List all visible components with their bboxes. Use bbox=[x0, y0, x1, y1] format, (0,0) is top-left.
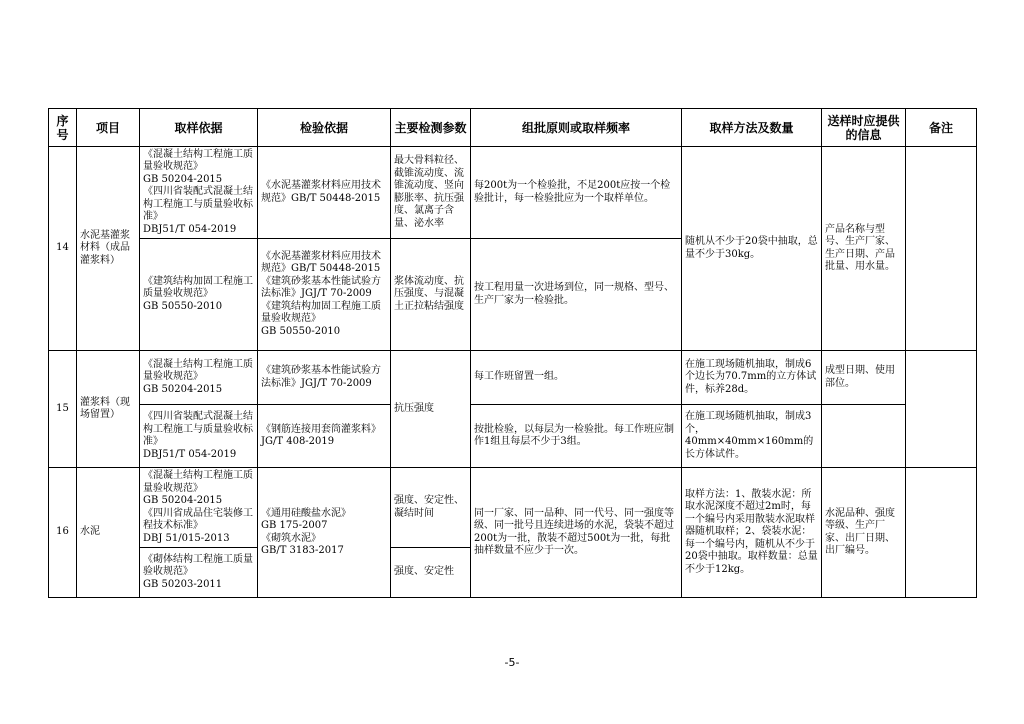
header-info: 送样时应提供的信息 bbox=[822, 109, 906, 147]
row-14a-params: 最大骨料粒径、截锥流动度、流锥流动度、竖向膨胀率、抗压强度、氯离子含量、泌水率 bbox=[391, 147, 471, 239]
header-params: 主要检测参数 bbox=[391, 109, 471, 147]
row-14a-sampling: 《混凝土结构工程施工质量验收规范》 GB 50204-2015 《四川省装配式混凝土结构工程施工与质量验收标准》 DBJ51/T 054-2019 bbox=[140, 147, 258, 239]
header-seq: 序号 bbox=[49, 109, 77, 147]
row-15a-batch: 每工作班留置一组。 bbox=[471, 351, 682, 405]
row-15a-sampling: 《混凝土结构工程施工质量验收规范》 GB 50204-2015 bbox=[140, 351, 258, 405]
header-remark: 备注 bbox=[906, 109, 977, 147]
row-15a-method: 在施工现场随机抽取，制成6个边长为70.7mm的立方体试件，标养28d。 bbox=[682, 351, 822, 405]
row-15a-info: 成型日期、使用部位。 bbox=[822, 351, 906, 405]
header-item: 项目 bbox=[77, 109, 140, 147]
row-16-inspection: 《通用硅酸盐水泥》 GB 175-2007 《砌筑水泥》 GB/T 3183-2017 bbox=[258, 468, 391, 598]
row-16a-params: 强度、安定性、凝结时间 bbox=[391, 468, 471, 548]
row-15-params: 抗压强度 bbox=[391, 351, 471, 468]
row-16-info: 水泥品种、强度等级、生产厂家、出厂日期、出厂编号。 bbox=[822, 468, 906, 598]
table-row bbox=[49, 351, 977, 405]
row-16b-params: 强度、安定性 bbox=[391, 548, 471, 598]
row-16-batch: 同一厂家、同一品种、同一代号、同一强度等级、同一批号且连续进场的水泥，袋装不超过200t为一批，散装不超过500t为一批，每批抽样数量不应少于一次。 bbox=[471, 468, 682, 598]
row-15b-sampling: 《四川省装配式混凝土结构工程施工与质量验收标准》 DBJ51/T 054-2019 bbox=[140, 405, 258, 468]
header-row bbox=[49, 109, 977, 147]
inspection-spec-table bbox=[48, 108, 977, 598]
header-batch: 组批原则或取样频率 bbox=[471, 109, 682, 147]
row-16b-sampling: 《砌体结构工程施工质量验收规范》 GB 50203-2011 bbox=[140, 548, 258, 598]
row-16a-sampling: 《混凝土结构工程施工质量验收规范》 GB 50204-2015 《四川省成品住宅装修工程技术标准》 DBJ 51/015-2013 bbox=[140, 468, 258, 548]
table-row bbox=[49, 405, 977, 468]
row-14a-inspection: 《水泥基灌浆材料应用技术规范》GB/T 50448-2015 bbox=[258, 147, 391, 239]
row-14b-sampling: 《建筑结构加固工程施工质量验收规范》 GB 50550-2010 bbox=[140, 239, 258, 351]
row-15-remark bbox=[906, 351, 977, 468]
row-16-item: 水泥 bbox=[77, 468, 140, 598]
row-15-seq: 15 bbox=[49, 351, 77, 468]
row-15b-inspection: 《钢筋连接用套筒灌浆料》 JG/T 408-2019 bbox=[258, 405, 391, 468]
header-method: 取样方法及数量 bbox=[682, 109, 822, 147]
row-14-seq: 14 bbox=[49, 147, 77, 351]
row-15b-method: 在施工现场随机抽取，制成3个， 40mm×40mm×160mm的长方体试件。 bbox=[682, 405, 822, 468]
row-14-info: 产品名称与型号、生产厂家、生产日期、产品批量、用水量。 bbox=[822, 147, 906, 351]
row-14-item: 水泥基灌浆材料（成品灌浆料） bbox=[77, 147, 140, 351]
page-number: -5- bbox=[504, 656, 520, 669]
row-16-seq: 16 bbox=[49, 468, 77, 598]
row-15-item: 灌浆料（现场留置） bbox=[77, 351, 140, 468]
header-inspection-basis: 检验依据 bbox=[258, 109, 391, 147]
row-15b-batch: 按批检验，以每层为一检验批。每工作班应制作1组且每层不少于3组。 bbox=[471, 405, 682, 468]
row-14-method: 随机从不少于20袋中抽取，总量不少于30kg。 bbox=[682, 147, 822, 351]
row-16-method: 取样方法：1、散装水泥：所取水泥深度不超过2m时，每一个编号内采用散装水泥取样器随机取样；2、袋装水泥：每一个编号内，随机从不少于20袋中抽取。取样数量：总量不少于12kg。 bbox=[682, 468, 822, 598]
row-14-remark bbox=[906, 147, 977, 351]
row-14b-params: 浆体流动度、抗压强度、与混凝土正拉粘结强度 bbox=[391, 239, 471, 351]
table-row bbox=[49, 468, 977, 548]
row-14a-batch: 每200t为一个检验批，不足200t应按一个检验批计，每一检验批应为一个取样单位。 bbox=[471, 147, 682, 239]
header-sampling-basis: 取样依据 bbox=[140, 109, 258, 147]
row-14b-inspection: 《水泥基灌浆材料应用技术规范》GB/T 50448-2015 《建筑砂浆基本性能试验方法标准》JGJ/T 70-2009 《建筑结构加固工程施工质量验收规范》 GB 50550-2010 bbox=[258, 239, 391, 351]
table-row bbox=[49, 147, 977, 239]
row-15b-info bbox=[822, 405, 906, 468]
row-16-remark bbox=[906, 468, 977, 598]
row-15a-inspection: 《建筑砂浆基本性能试验方法标准》JGJ/T 70-2009 bbox=[258, 351, 391, 405]
row-14b-batch: 按工程用量一次进场到位，同一规格、型号、生产厂家为一检验批。 bbox=[471, 239, 682, 351]
